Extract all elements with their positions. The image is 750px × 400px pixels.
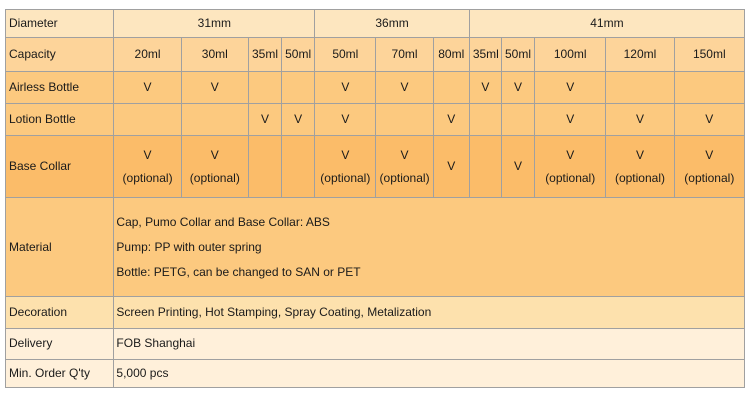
capacity-cell: 100ml [535, 38, 606, 72]
capacity-cell: 70ml [376, 38, 433, 72]
min-order-row [6, 359, 745, 387]
lotion-cell: V [606, 103, 674, 136]
base-collar-cell [606, 136, 674, 198]
base-collar-row [6, 136, 745, 198]
optional-note: (optional) [614, 170, 665, 185]
airless-bottle-label: Airless Bottle [6, 72, 114, 104]
lotion-cell: V [674, 103, 744, 136]
material-label: Material [6, 198, 114, 297]
check-mark: V [210, 147, 219, 162]
capacity-cell: 35ml [469, 38, 501, 72]
check-mark: V [143, 147, 152, 162]
capacity-cell: 80ml [433, 38, 469, 72]
capacity-cell: 150ml [674, 38, 744, 72]
material-details [114, 198, 745, 297]
material-line: Pump: PP with outer spring [116, 239, 262, 254]
diameter-row [6, 10, 745, 38]
delivery-label: Delivery [6, 328, 114, 359]
optional-note: (optional) [684, 170, 735, 185]
base-collar-cell [114, 136, 181, 198]
decoration-label: Decoration [6, 297, 114, 329]
decoration-row [6, 297, 745, 329]
lotion-bottle-row [6, 103, 745, 136]
lotion-cell: V [282, 103, 315, 136]
base-collar-cell [535, 136, 606, 198]
airless-cell: V [114, 72, 181, 104]
capacity-cell: 50ml [501, 38, 534, 72]
check-mark: V [635, 147, 644, 162]
check-mark: V [705, 147, 714, 162]
capacity-cell: 50ml [315, 38, 376, 72]
airless-cell: V [376, 72, 433, 104]
capacity-row [6, 38, 745, 72]
capacity-cell: 50ml [282, 38, 315, 72]
lotion-cell [114, 103, 181, 136]
lotion-cell [501, 103, 534, 136]
diameter-label: Diameter [6, 10, 114, 38]
airless-cell [433, 72, 469, 104]
lotion-cell: V [315, 103, 376, 136]
base-collar-cell [674, 136, 744, 198]
capacity-cell: 20ml [114, 38, 181, 72]
check-mark: V [514, 159, 523, 174]
airless-cell [248, 72, 281, 104]
diameter-36mm: 36mm [315, 10, 470, 38]
min-order-value: 5,000 pcs [114, 359, 745, 387]
lotion-cell: V [433, 103, 469, 136]
lotion-cell: V [535, 103, 606, 136]
airless-bottle-row [6, 72, 745, 104]
lotion-cell [181, 103, 248, 136]
material-row [6, 198, 745, 297]
lotion-cell: V [248, 103, 281, 136]
base-collar-cell [376, 136, 433, 198]
delivery-value: FOB Shanghai [114, 328, 745, 359]
base-collar-cell [469, 136, 501, 198]
airless-cell [606, 72, 674, 104]
optional-note: (optional) [545, 170, 596, 185]
airless-cell [674, 72, 744, 104]
base-collar-cell [248, 136, 281, 198]
diameter-31mm: 31mm [114, 10, 315, 38]
spec-table [5, 9, 745, 388]
base-collar-label: Base Collar [6, 136, 114, 198]
base-collar-cell [181, 136, 248, 198]
capacity-cell: 120ml [606, 38, 674, 72]
min-order-label: Min. Order Q'ty [6, 359, 114, 387]
material-line: Bottle: PETG, can be changed to SAN or PET [116, 265, 361, 280]
airless-cell: V [469, 72, 501, 104]
capacity-cell: 30ml [181, 38, 248, 72]
check-mark: V [341, 147, 350, 162]
lotion-cell [469, 103, 501, 136]
airless-cell [282, 72, 315, 104]
delivery-row [6, 328, 745, 359]
airless-cell: V [535, 72, 606, 104]
lotion-bottle-label: Lotion Bottle [6, 103, 114, 136]
material-line: Cap, Pumo Collar and Base Collar: ABS [116, 214, 330, 229]
optional-note: (optional) [320, 170, 371, 185]
base-collar-cell [501, 136, 534, 198]
capacity-label: Capacity [6, 38, 114, 72]
diameter-41mm: 41mm [469, 10, 744, 38]
base-collar-cell [315, 136, 376, 198]
base-collar-cell [282, 136, 315, 198]
base-collar-cell [433, 136, 469, 198]
decoration-value: Screen Printing, Hot Stamping, Spray Coating, Metalization [114, 297, 745, 329]
lotion-cell [376, 103, 433, 136]
optional-note: (optional) [379, 170, 430, 185]
optional-note: (optional) [189, 170, 240, 185]
airless-cell: V [315, 72, 376, 104]
check-mark: V [400, 147, 409, 162]
airless-cell: V [181, 72, 248, 104]
check-mark: V [566, 147, 575, 162]
optional-note: (optional) [122, 170, 173, 185]
airless-cell: V [501, 72, 534, 104]
capacity-cell: 35ml [248, 38, 281, 72]
check-mark: V [447, 159, 456, 174]
